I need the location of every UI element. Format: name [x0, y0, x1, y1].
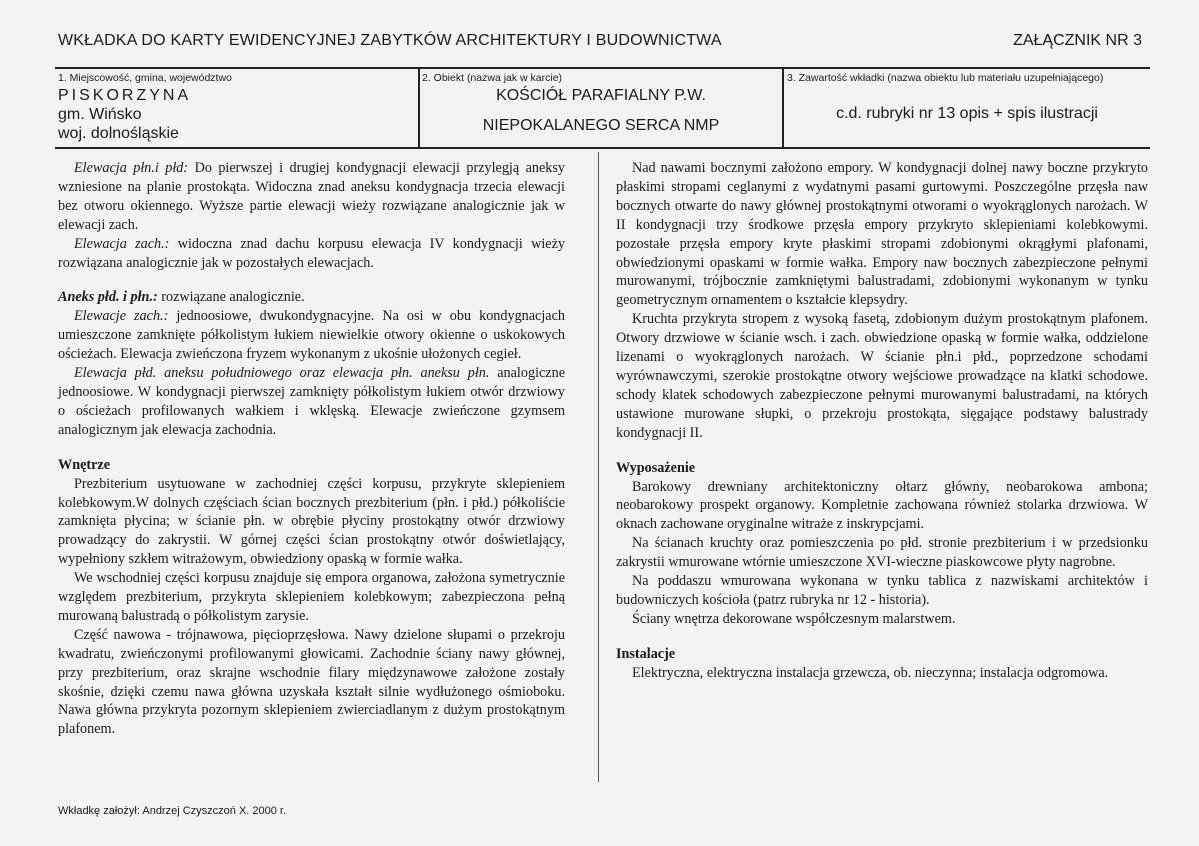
section-heading: Wnętrze	[58, 456, 110, 473]
paragraph: Kruchta przykryta stropem z wysoką fasetą, zdobionym dużym prostokątnym plafonem. Otwory drzwiowe w ścianie wsch. i zach. obwiedzione opaską w formie wałka, oddzielone lizenami o wyokrąglonych narożach. W ścianie płn.i płd., poprzedzone schodami wyrównawczymi, szerokie prostokątne otwory wejściowe prowadzące na klatki schodowe. schody klatek schodowych zabezpieczone pełnymi murowanymi balustradami, na których ustawione murowane słupki, o przekroju prostokąta, sięgające podstawy balustrady kondygnacji II.	[616, 311, 1148, 441]
paragraph: Nad nawami bocznymi założono empory. W kondygnacji dolnej nawy boczne przykryto płaskimi stropami ceglanymi z wydatnymi pasami gurtowymi. Poszczególne przęsła naw bocznych otwarte do nawy głównej prostokątnymi otworami o wyokrąglonych narożach. W II kondygnacji trzy środkowe przęsła empory przykryto sklepieniami kolebkowymi. pozostałe przęsła empory kryte płaskimi stropami zdobionymi okrągłymi plafonami, obwiedzionymi opaskami w formie wałka. Empory naw bocznych zabezpieczone pełnymi murowanymi, trójbocznie zamkniętymi balustradami, zdobionymi wykonanym w tynku geometrycznym ornamentem o kształcie klepsydry.	[616, 160, 1148, 309]
spacer	[58, 272, 565, 288]
text: analogiczne jednoosiowe. W kondygnacji pierwszej zamknięty półkolistym łukiem otwór drzwiowy o ościeżach profilowanych wałkiem i wklęską. Elewacje zwieńczone gzymsem analogicznym jak elewacja zachodnia.	[58, 365, 565, 438]
paragraph: Na poddaszu wmurowana wykonana w tynku tablica z nazwiskami architektów i budowniczych kościoła (patrz rubryka nr 12 - historia).	[616, 573, 1148, 608]
heading-inline: Elewacja zach.:	[74, 235, 170, 252]
right-column	[616, 159, 1148, 683]
paragraph	[58, 159, 565, 235]
paragraph: Część nawowa - trójnawowa, pięcioprzęsłowa. Nawy dzielone słupami o przekroju kwadratu, zwieńczonymi profilowanymi głowicami. Zachodnie ściany nawy głównej, przy prezbiterium, oraz skrajne wschodnie filary międzynawowe założone zostały skośnie, dzięki czemu nawa główna uzyskała kształt silnie wydłużonego ośmioboku. Nawa główna przykryta pozornym sklepieniem zwierciadlanym z dużym prostokątnym plafonem.	[58, 626, 565, 738]
paragraph: Prezbiterium usytuowane w zachodniej części korpusu, przykryte sklepieniem kolebkowym.W dolnych częściach ścian bocznych prezbiterium (płn. i płd.) półkoliście zamknięta płycina; w ścianie płn. w obrębie płyciny prostokątny otwór drzwiowy prowadzący do zakrystii. W górnej części ścian prostokątny otwór doświetlający, wypełniony szkłem witrażowym, obwiedziony opaską w formie wałka.	[58, 475, 565, 568]
commune: gm. Wińsko	[58, 106, 142, 123]
locality: PISKORZYNA	[58, 87, 192, 104]
paragraph	[58, 364, 565, 440]
box-divider-1	[418, 68, 420, 148]
heading-inline: Elewacje zach.:	[74, 308, 169, 325]
spacer	[616, 443, 1148, 459]
section-heading: Instalacje	[616, 645, 676, 662]
paragraph: Barokowy drewniany architektoniczny ołtarz główny, neobarokowa ambona; neobarokowy prospekt organowy. Kompletnie zachowana również stolarka drzwiowa. W oknach zachowane oryginalne witraże z inskrypcjami.	[616, 478, 1148, 533]
heading-inline: Elewacja płd. aneksu południowego oraz elewacja płn. aneksu płn.	[74, 365, 490, 382]
paragraph	[58, 288, 565, 307]
form-title: WKŁADKA DO KARTY EWIDENCYJNEJ ZABYTKÓW ARCHITEKTURY I BUDOWNICTWA	[58, 32, 722, 49]
spacer	[616, 629, 1148, 645]
object-name-2: NIEPOKALANEGO SERCA NMP	[482, 117, 720, 134]
voivodeship: woj. dolnośląskie	[58, 125, 179, 142]
text: jednoosiowe, dwukondygnacyjne. Na osi w obu kondygnacjach umieszczone zamknięte półkolistym łukiem niewielkie otwory okienne o uskokowych ościeżach. Elewacja zwieńczona fryzem wykonanym z ukośnie ułożonych cegieł.	[58, 308, 565, 363]
section-heading: Wyposażenie	[616, 459, 696, 476]
column-divider	[598, 152, 599, 782]
box-top-rule	[55, 67, 1150, 69]
paragraph: Elektryczna, elektryczna instalacja grzewcza, ob. nieczynna; instalacja odgromowa.	[632, 664, 1109, 681]
annex-number: ZAŁĄCZNIK NR 3	[1013, 32, 1142, 49]
left-column	[58, 159, 565, 739]
object-name-1: KOŚCIÓŁ PARAFIALNY P.W.	[496, 87, 706, 104]
paragraph: Ściany wnętrza dekorowane współczesnym malarstwem.	[632, 610, 956, 627]
contents: c.d. rubryki nr 13 opis + spis ilustracji	[836, 105, 1098, 122]
box1-label: 1. Miejscowość, gmina, województwo	[58, 72, 232, 84]
heading-inline: Elewacja płn.i płd:	[74, 160, 189, 176]
box-bottom-rule	[55, 147, 1150, 149]
paragraph: Na ścianach kruchty oraz pomieszczenia po płd. stronie prezbiterium i w przedsionku zakrystii wmurowane wtórnie umieszczone XVI-wieczne piaskowcowe płyty nagrobne.	[616, 535, 1148, 571]
text: widoczna znad dachu korpusu elewacja IV kondygnacji wieży rozwiązana analogicznie jak w pozostałych elewacjach.	[58, 235, 565, 271]
author-note: Wkładkę założył: Andrzej Czyszczoń X. 2000 r.	[58, 805, 287, 817]
paragraph	[58, 307, 565, 364]
box2-label: 2. Obiekt (nazwa jak w karcie)	[422, 72, 563, 84]
paragraph	[58, 235, 565, 273]
spacer	[58, 440, 565, 456]
heading-inline: Aneks płd. i płn.:	[58, 289, 158, 306]
text: rozwiązane analogicznie.	[157, 289, 305, 306]
box3-label: 3. Zawartość wkładki (nazwa obiektu lub materiału uzupełniającego)	[787, 72, 1104, 84]
paragraph: We wschodniej części korpusu znajduje się empora organowa, założona symetrycznie względem prezbiterium, przykryta sklepieniem kolebkowym; zabezpieczona pełną murowaną balustradą o półkolistym zarysie.	[58, 570, 565, 624]
text: Do pierwszej i drugiej kondygnacji elewacji przylegją aneksy wzniesione na planie prostokąta. Widoczna znad aneksu kondygnacja trzecia elewacji bez otworu okiennego. Wyższe partie elewacji wieży rozwiązane analogicznie jak w elewacji zach.	[58, 160, 565, 233]
